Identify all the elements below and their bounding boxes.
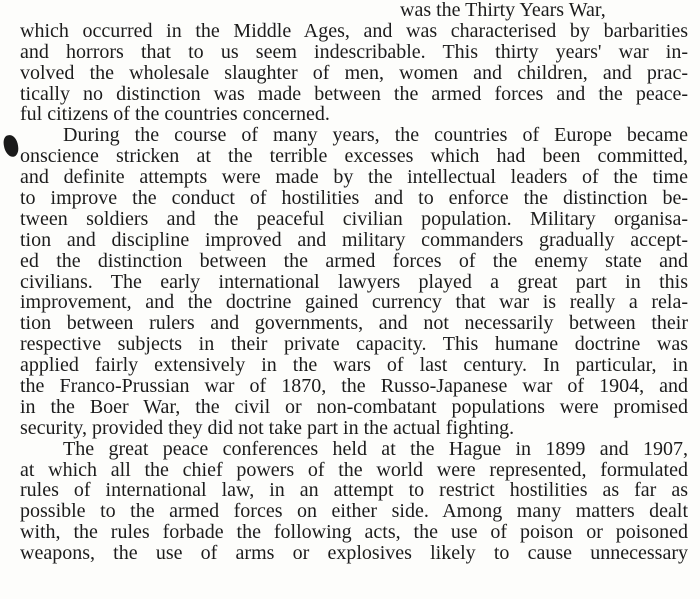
text-line: tion and discipline improved and military commanders gradually accept- xyxy=(20,228,688,251)
text-line: During the course of many years, the countries of Europe became xyxy=(63,124,688,147)
text-line: to improve the conduct of hostilities and to enforce the distinction be- xyxy=(20,187,688,210)
text-line: and definite attempts were made by the intellectual leaders of the time xyxy=(20,166,688,189)
text-line: improvement, and the doctrine gained currency that war is really a rela- xyxy=(20,291,688,314)
text-line: volved the wholesale slaughter of men, women and children, and prac- xyxy=(20,61,688,84)
text-line: rules of international law, in an attempt to restrict hostilities as far as xyxy=(20,479,688,502)
text-line: possible to the armed forces on either side. Among many matters dealt xyxy=(20,500,688,523)
text-line: civilians. The early international lawyers played a great part in this xyxy=(20,270,688,293)
text-line: The great peace conferences held at the Hague in 1899 and 1907, xyxy=(63,437,688,460)
text-line: applied fairly extensively in the wars of last century. In particular, in xyxy=(20,354,688,377)
text-line: ed the distinction between the armed forces of the enemy state and xyxy=(20,249,688,272)
text-line: onscience stricken at the terrible excesses which had been committed, xyxy=(20,145,688,168)
text-line: ful citizens of the countries concerned. xyxy=(20,103,330,126)
body-text xyxy=(20,0,688,564)
text-line: tween soldiers and the peaceful civilian population. Military organisa- xyxy=(20,207,688,230)
text-line: at which all the chief powers of the world were represented, formulated xyxy=(20,458,688,481)
text-line: respective subjects in their private capacity. This humane doctrine was xyxy=(20,333,688,356)
text-line: in the Boer War, the civil or non-combatant populations were promised xyxy=(20,395,688,418)
text-line: and horrors that to us seem indescribable. This thirty years' war in- xyxy=(20,40,688,63)
ink-blot-mark xyxy=(3,134,20,158)
text-line: was the Thirty Years War, xyxy=(400,0,606,21)
text-line: tion between rulers and governments, and not necessarily between their xyxy=(20,312,688,335)
text-line: the Franco-Prussian war of 1870, the Russo-Japanese war of 1904, and xyxy=(20,375,688,398)
text-line: weapons, the use of arms or explosives likely to cause unnecessary xyxy=(20,542,688,565)
text-line: with, the rules forbade the following acts, the use of poison or poisoned xyxy=(20,521,688,544)
text-line: tically no distinction was made between the armed forces and the peace- xyxy=(20,82,688,105)
text-line: which occurred in the Middle Ages, and was characterised by barbarities xyxy=(20,19,688,42)
text-line: security, provided they did not take part in the actual fighting. xyxy=(20,416,515,439)
